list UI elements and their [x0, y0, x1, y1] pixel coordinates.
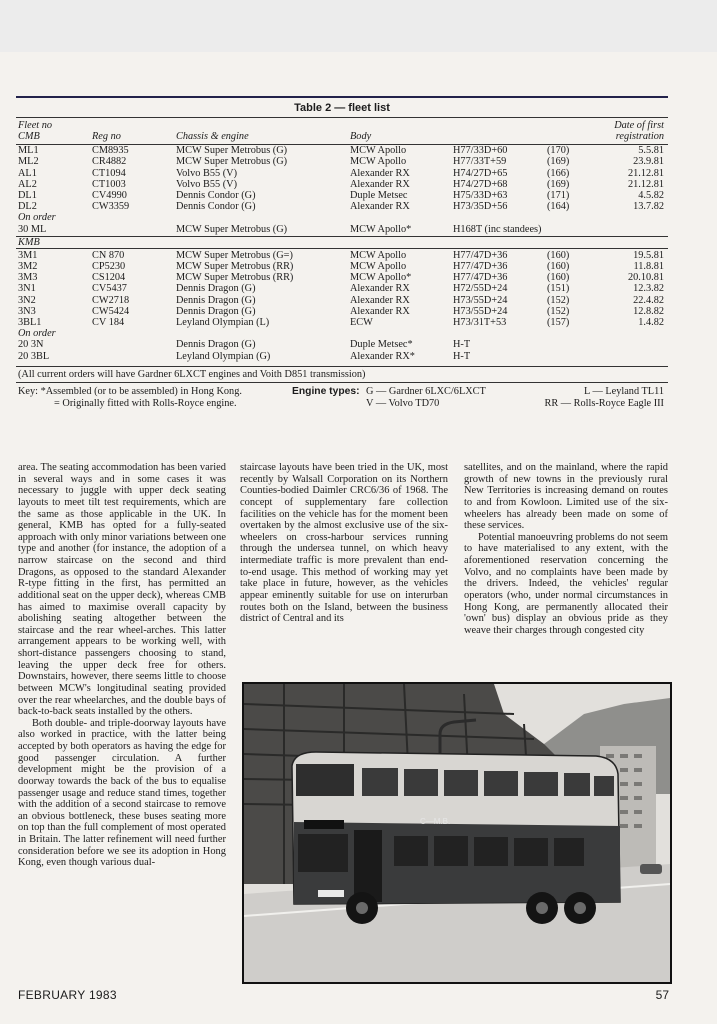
cell-chassis: Leyland Olympian (G) — [176, 350, 271, 362]
cmb-rows — [16, 145, 668, 212]
fleet-list-table — [16, 96, 668, 409]
cell-date: 20.10.81 — [627, 272, 664, 284]
cell-cap: (169) — [547, 156, 570, 168]
cell-body: MCW Apollo — [350, 156, 407, 168]
bus-livery-text: C—M.B. — [420, 817, 451, 826]
header-chassis: Chassis & engine — [176, 131, 249, 143]
cell-reg: CT1003 — [92, 178, 126, 190]
cell-reg: CT1094 — [92, 167, 126, 179]
table-row — [16, 250, 668, 261]
cell-reg: CV4990 — [92, 189, 127, 201]
cell-date: 4.5.82 — [638, 189, 664, 201]
cell-chassis: Dennis Dragon (G) — [176, 294, 256, 306]
col2-paragraph-1: staircase layouts have been tried in the UK, most recently by Walsall Corporation on its Northern Counties-bodied Daimler CRC6/36 of 1968. The concept of supplementary fare collection facilities on the vehicle has for the moment been overtaken by the almost exclusive use of the six-wheelers on cross-harbour services running through the undersea tunnel, on which heavy intermediate traffic is more prevalent than end-to-end usage. This method of working may yet take place in future, however, as the vehicles appear eminently suitable for use on interurban routes both on the Island, between the business district of Central and its — [240, 462, 448, 625]
cell-body: Duple Metsec — [350, 189, 408, 201]
cell-cap: (170) — [547, 145, 570, 157]
cell-reg: CV5437 — [92, 283, 127, 295]
cell-reg: CW5424 — [92, 305, 130, 317]
cell-reg: CS1204 — [92, 272, 126, 284]
cell-chassis: Leyland Olympian (L) — [176, 317, 270, 329]
cell-reg: CR4882 — [92, 156, 127, 168]
kmb-on-order-label: On order — [18, 328, 56, 340]
bus-photo — [242, 682, 672, 984]
cell-layout: H77/33T+59 — [453, 156, 507, 168]
table-row — [16, 351, 668, 362]
cell-chassis: Dennis Condor (G) — [176, 189, 256, 201]
cell-reg: CV 184 — [92, 317, 125, 329]
cell-fleet: 3N2 — [18, 294, 36, 306]
cell-fleet: 20 3BL — [18, 350, 50, 362]
cell-layout: H73/55D+24 — [453, 294, 508, 306]
table-row — [16, 190, 668, 201]
table-row — [16, 179, 668, 190]
cell-body: MCW Apollo — [350, 249, 407, 261]
cell-layout: H75/33D+63 — [453, 189, 508, 201]
table-row — [16, 201, 668, 212]
article-column-1 — [18, 462, 226, 869]
cell-layout: H-T — [453, 339, 471, 351]
cell-fleet: 3M3 — [18, 272, 38, 284]
table-row — [16, 295, 668, 306]
cell-fleet: DL2 — [18, 201, 37, 213]
cell-chassis: MCW Super Metrobus (G) — [176, 156, 288, 168]
cell-date: 13.7.82 — [633, 201, 664, 213]
cell-cap: (152) — [547, 294, 570, 306]
cell-body: Alexander RX* — [350, 350, 415, 362]
table-row — [16, 261, 668, 272]
cell-body: Alexander RX — [350, 305, 410, 317]
scan-top-margin — [0, 0, 717, 52]
table-title: Table 2 — fleet list — [294, 102, 390, 114]
cell-layout: H77/47D+36 — [453, 272, 508, 284]
table-row — [16, 156, 668, 167]
cell-layout: H74/27D+65 — [453, 167, 508, 179]
cell-body: MCW Apollo — [350, 145, 407, 157]
key-g: G — Gardner 6LXC/6LXCT — [366, 385, 486, 397]
kmb-rows — [16, 249, 668, 328]
cell-chassis: Dennis Dragon (G) — [176, 305, 256, 317]
cell-layout: H73/55D+24 — [453, 305, 508, 317]
header-reg-no: Reg no — [92, 131, 121, 143]
cell-body: Alexander RX — [350, 201, 410, 213]
cell-reg: CN 870 — [92, 249, 125, 261]
kmb-label: KMB — [18, 236, 40, 248]
bus-photo-illustration — [244, 684, 670, 982]
cell-layout: H72/55D+24 — [453, 283, 508, 295]
cell-chassis: MCW Super Metrobus (G=) — [176, 249, 293, 261]
cell-date: 21.12.81 — [627, 167, 664, 179]
cell-cap: (169) — [547, 178, 570, 190]
cell-cap: (171) — [547, 189, 570, 201]
table-key — [16, 383, 668, 409]
cell-chassis: MCW Super Metrobus (RR) — [176, 261, 294, 273]
cell-reg: CM8935 — [92, 145, 129, 157]
cell-fleet: 3M1 — [18, 249, 38, 261]
cell-date: 21.12.81 — [627, 178, 664, 190]
cell-date: 12.3.82 — [633, 283, 664, 295]
table-row — [16, 317, 668, 328]
key-line-2: = Originally fitted with Rolls-Royce engine. — [54, 397, 237, 409]
table-row — [16, 145, 668, 156]
kmb-order-rows — [16, 339, 668, 361]
cell-fleet: 20 3N — [18, 339, 44, 351]
col1-paragraph-1: area. The seating accommodation has been varied in several ways and in some cases it was necessary to juggle with upper deck seating layouts to meet tilt test requirements, which are the same as those applicable in the UK. In general, KMB has opted for a fully-seated approach with only minor variations between one type and another (for instance, the adoption of a narrow staircase on the second and third Dragons, as opposed to the standard Alexander R-type fitting in the first, has permitted an additional seat on the upper deck), whereas CMB has aimed to maximise overall capacity by abolishing seating altogether between the staircase and the rear wheel-arches. This latter arrangement appears to be working well, with short-distance passengers choosing to stand, leaving the upper deck free for others. Downstairs, however, there seems little to choose between MCW's longitudinal seating provided over the rear wheelarches, and the double bays of back-to-back seats installed by the others. — [18, 462, 226, 718]
cell-body: Duple Metsec* — [350, 339, 413, 351]
article-column-2 — [240, 462, 448, 625]
cell-chassis: MCW Super Metrobus (RR) — [176, 272, 294, 284]
cell-fleet: ML1 — [18, 145, 39, 157]
cell-chassis: Dennis Dragon (G) — [176, 339, 256, 351]
cell-cap: (164) — [547, 201, 570, 213]
cell-date: 11.8.81 — [633, 261, 664, 273]
table-row — [16, 283, 668, 294]
cell-layout: H73/35D+56 — [453, 201, 508, 213]
cell-cap: (152) — [547, 305, 570, 317]
cell-fleet: AL2 — [18, 178, 37, 190]
cell-fleet: 3M2 — [18, 261, 38, 273]
cell-fleet: AL1 — [18, 167, 37, 179]
key-rr: RR — Rolls-Royce Eagle III — [544, 397, 664, 409]
cell-body: Alexander RX — [350, 283, 410, 295]
cell-layout: H77/47D+36 — [453, 249, 508, 261]
cell-body: Alexander RX — [350, 294, 410, 306]
cell-body: MCW Apollo — [350, 261, 407, 273]
cell-reg: CW2718 — [92, 294, 130, 306]
cell-fleet: 3N1 — [18, 283, 36, 295]
cell-fleet: ML2 — [18, 156, 39, 168]
key-v: V — Volvo TD70 — [366, 397, 440, 409]
header-body: Body — [350, 131, 372, 143]
table-row: 30 ML MCW Super Metrobus (G) MCW Apollo* H168T (inc standees) — [18, 223, 542, 235]
table-row — [16, 168, 668, 179]
cell-cap: (160) — [547, 249, 570, 261]
cell-date: 19.5.81 — [633, 249, 664, 261]
cell-chassis: Volvo B55 (V) — [176, 178, 238, 190]
article-column-3 — [464, 462, 668, 636]
cell-date: 23.9.81 — [633, 156, 664, 168]
page-number: 57 — [655, 988, 669, 1002]
cell-fleet: 3N3 — [18, 305, 36, 317]
cell-chassis: Volvo B55 (V) — [176, 167, 238, 179]
col3-paragraph-1: satellites, and on the mainland, where the rapid growth of new towns in the previously rural New Territories is increasing demand on routes to and from Kowloon. Limited use of the six-wheelers has already been made on some of these services. — [464, 462, 668, 532]
cell-cap: (157) — [547, 317, 570, 329]
table-header — [16, 118, 668, 144]
table-row — [16, 339, 668, 350]
cell-layout: H74/27D+68 — [453, 178, 508, 190]
cell-fleet: DL1 — [18, 189, 37, 201]
cell-body: MCW Apollo* — [350, 272, 412, 284]
cmb-on-order-label: On order — [18, 212, 56, 224]
cell-body: Alexander RX — [350, 178, 410, 190]
cell-cap: (166) — [547, 167, 570, 179]
key-l: L — Leyland TL11 — [584, 385, 664, 397]
cell-reg: CW3359 — [92, 201, 130, 213]
issue-date: FEBRUARY 1983 — [18, 988, 117, 1002]
col1-paragraph-2: Both double- and triple-doorway layouts have also worked in practice, with the latter being accepted by both operators as having the edge for good passenger circulation. A further development might be the provision of a doorway towards the back of the bus to equalise passenger usage and reduce stand times, together with the addition of a second staircase to remove an obvious bottleneck, these buses seating more on top than the full complement of most operated in Britain. The latter refinement will need further consideration before we see its adoption in Hong Kong, even though various dual- — [18, 717, 226, 869]
table-row — [16, 306, 668, 317]
cell-layout: H73/31T+53 — [453, 317, 507, 329]
cell-fleet: 3BL1 — [18, 317, 42, 329]
cell-date: 22.4.82 — [633, 294, 664, 306]
cell-date: 1.4.82 — [638, 317, 664, 329]
cell-chassis: MCW Super Metrobus (G) — [176, 145, 288, 157]
cell-body: ECW — [350, 317, 373, 329]
key-line-1: Key: *Assembled (or to be assembled) in Hong Kong. — [18, 385, 242, 397]
cell-cap: (160) — [547, 261, 570, 273]
header-fleet-no: Fleet no — [18, 120, 53, 132]
cell-chassis: Dennis Dragon (G) — [176, 283, 256, 295]
cell-cap: (151) — [547, 283, 570, 295]
header-date-1: Date of first — [614, 120, 664, 132]
header-date-2: registration — [615, 131, 664, 143]
table-row — [16, 272, 668, 283]
cell-reg: CP5230 — [92, 261, 126, 273]
engine-types-label: Engine types: — [292, 385, 360, 397]
cell-body: Alexander RX — [350, 167, 410, 179]
table-note: (All current orders will have Gardner 6LXCT engines and Voith D851 transmission) — [18, 368, 366, 380]
cell-layout: H-T — [453, 350, 471, 362]
cell-layout: H77/33D+60 — [453, 145, 508, 157]
cell-date: 5.5.81 — [638, 145, 664, 157]
header-cmb: CMB — [18, 131, 40, 143]
cell-chassis: Dennis Condor (G) — [176, 201, 256, 213]
cell-cap: (160) — [547, 272, 570, 284]
col3-paragraph-2: Potential manoeuvring problems do not seem to have materialised to any extent, with the aforementioned reservation concerning the Volvo, and no complaints have been made by the drivers. Indeed, the vehicles' regular operators (who, under normal circumstances in Hong Kong, are permanently allocated their 'own' bus) display an obvious pride as they weave their charges through congested city — [464, 531, 668, 636]
cell-layout: H77/47D+36 — [453, 261, 508, 273]
cell-date: 12.8.82 — [633, 305, 664, 317]
